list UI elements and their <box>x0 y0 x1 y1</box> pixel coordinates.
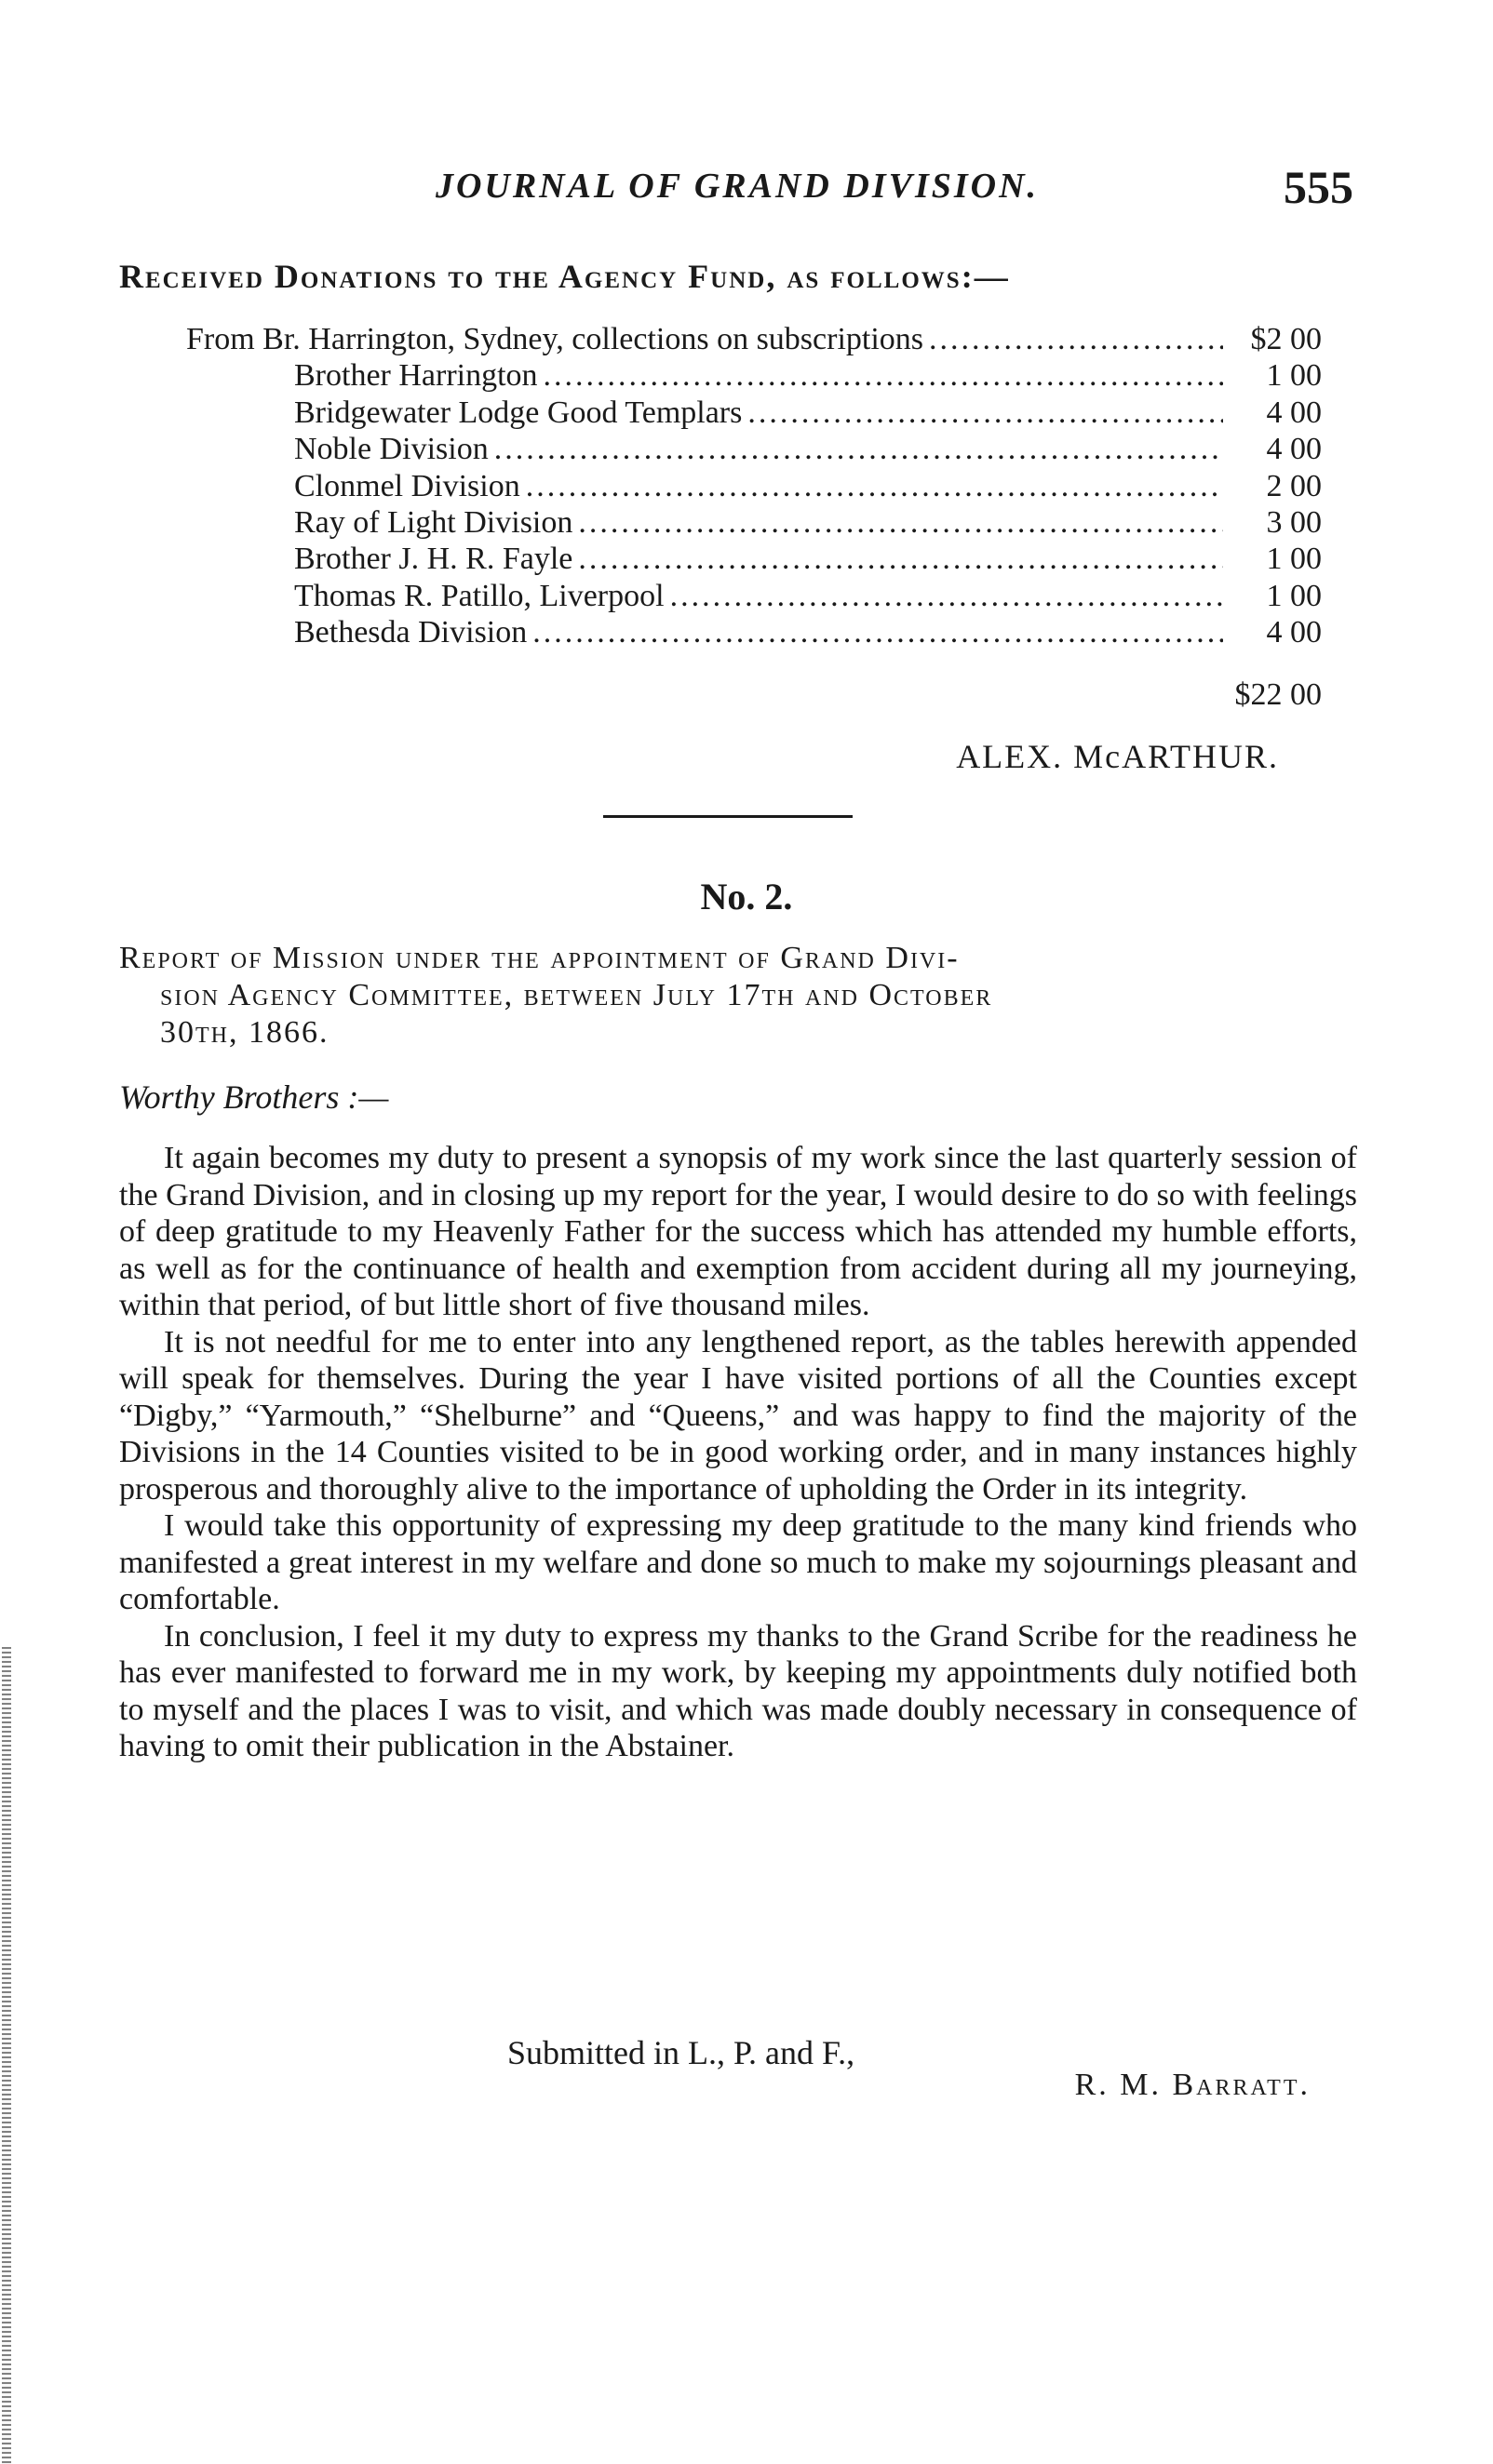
donation-amount: 4 00 <box>1266 395 1322 430</box>
donations-signature: ALEX. McARTHUR. <box>956 738 1279 775</box>
donation-row <box>186 578 1322 614</box>
donor-name: Bethesda Division <box>294 615 528 650</box>
donation-list <box>186 321 1322 651</box>
dot-leader <box>544 357 1223 394</box>
paragraph: In conclusion, I feel it my duty to express my thanks to the Grand Scribe for the readiness he has ever manifested to forward me in my work, by keeping my appointments duly notified both to myself and the places I was to visit, and which was made doubly necessary in consequence of having to omit their publication in the Abstainer. <box>119 1618 1357 1763</box>
donation-row <box>186 614 1322 650</box>
donation-amount: 2 00 <box>1266 468 1322 503</box>
donor-name: From Br. Harrington, Sydney, collections on subscriptions <box>186 322 924 356</box>
dot-leader <box>670 578 1223 614</box>
report-title-line: Report of Mission under the appointment of Grand Divi- <box>119 941 960 975</box>
donation-row <box>186 468 1322 504</box>
donation-amount: 3 00 <box>1266 505 1322 541</box>
donor-name: Clonmel Division <box>294 468 520 503</box>
report-signature: R. M. Barratt. <box>1074 2068 1311 2102</box>
donation-amount: 1 00 <box>1266 542 1322 577</box>
donation-row <box>186 504 1322 541</box>
donations-total: $22 00 <box>1234 677 1322 712</box>
donor-name: Noble Division <box>294 432 489 467</box>
donation-row <box>186 431 1322 467</box>
donation-row <box>186 357 1322 394</box>
scan-edge-artifact <box>2 1647 11 2464</box>
donation-amount: 4 00 <box>1266 432 1322 467</box>
dot-leader <box>578 504 1223 541</box>
donations-heading: Received Donations to the Agency Fund, as follows:— <box>119 258 1010 295</box>
donation-amount: 4 00 <box>1266 615 1322 650</box>
report-number: No. 2. <box>700 876 793 917</box>
dot-leader <box>532 614 1223 650</box>
donor-name: Brother Harrington <box>294 358 538 394</box>
paragraph: It again becomes my duty to present a synopsis of my work since the last quarterly session of the Grand Division, and in closing up my report for the year, I would desire to do so with feelings of deep gratitude to my Heavenly Father for the success which has attended my humble efforts, as well as for the continuance of health and exemption from accident during all my journeying, within that period, of but little short of five thousand miles. <box>119 1141 1357 1322</box>
dot-leader <box>578 541 1223 577</box>
salutation: Worthy Brothers :— <box>119 1078 389 1116</box>
dot-leader <box>494 431 1223 467</box>
donor-name: Ray of Light Division <box>294 505 573 541</box>
closing-line: Submitted in L., P. and F., <box>507 2034 855 2071</box>
section-divider <box>603 815 853 818</box>
dot-leader <box>747 395 1223 431</box>
page-header <box>121 161 1353 221</box>
paragraph: It is not needful for me to enter into any lengthened report, as the tables herewith appended will speak for themselves. During the year I have visited portions of all the Counties except “Digby,” “Yarmouth,” “Shelburne” and “Queens,” and was happy to find the majority of the Divisions in the 14 Counties visited to be in good working order, and in many instances highly prosperous and thoroughly alive to the importance of upholding the Order in its integrity. <box>119 1324 1357 1507</box>
report-title <box>119 940 1353 1051</box>
running-title: JOURNAL OF GRAND DIVISION. <box>435 167 1040 206</box>
donation-row <box>186 541 1322 577</box>
paragraph: I would take this opportunity of expressing my deep gratitude to the many kind friends who manifested a great interest in my welfare and done so much to make my sojournings pleasant and comfortable. <box>119 1508 1357 1616</box>
donor-name: Thomas R. Patillo, Liverpool <box>294 578 665 613</box>
donation-row <box>186 395 1322 431</box>
page-number: 555 <box>1284 161 1353 213</box>
report-title-line: sion Agency Committee, between July 17th and October <box>160 978 993 1012</box>
donation-amount: 1 00 <box>1266 358 1322 394</box>
report-body <box>119 1140 1357 1765</box>
dot-leader <box>929 321 1223 357</box>
donor-name: Brother J. H. R. Fayle <box>294 542 573 577</box>
report-title-line: 30th, 1866. <box>160 1015 330 1050</box>
donation-amount: 1 00 <box>1266 578 1322 613</box>
dot-leader <box>526 468 1223 504</box>
donation-amount: $2 00 <box>1250 322 1322 356</box>
donation-row <box>186 321 1322 357</box>
donor-name: Bridgewater Lodge Good Templars <box>294 395 743 430</box>
